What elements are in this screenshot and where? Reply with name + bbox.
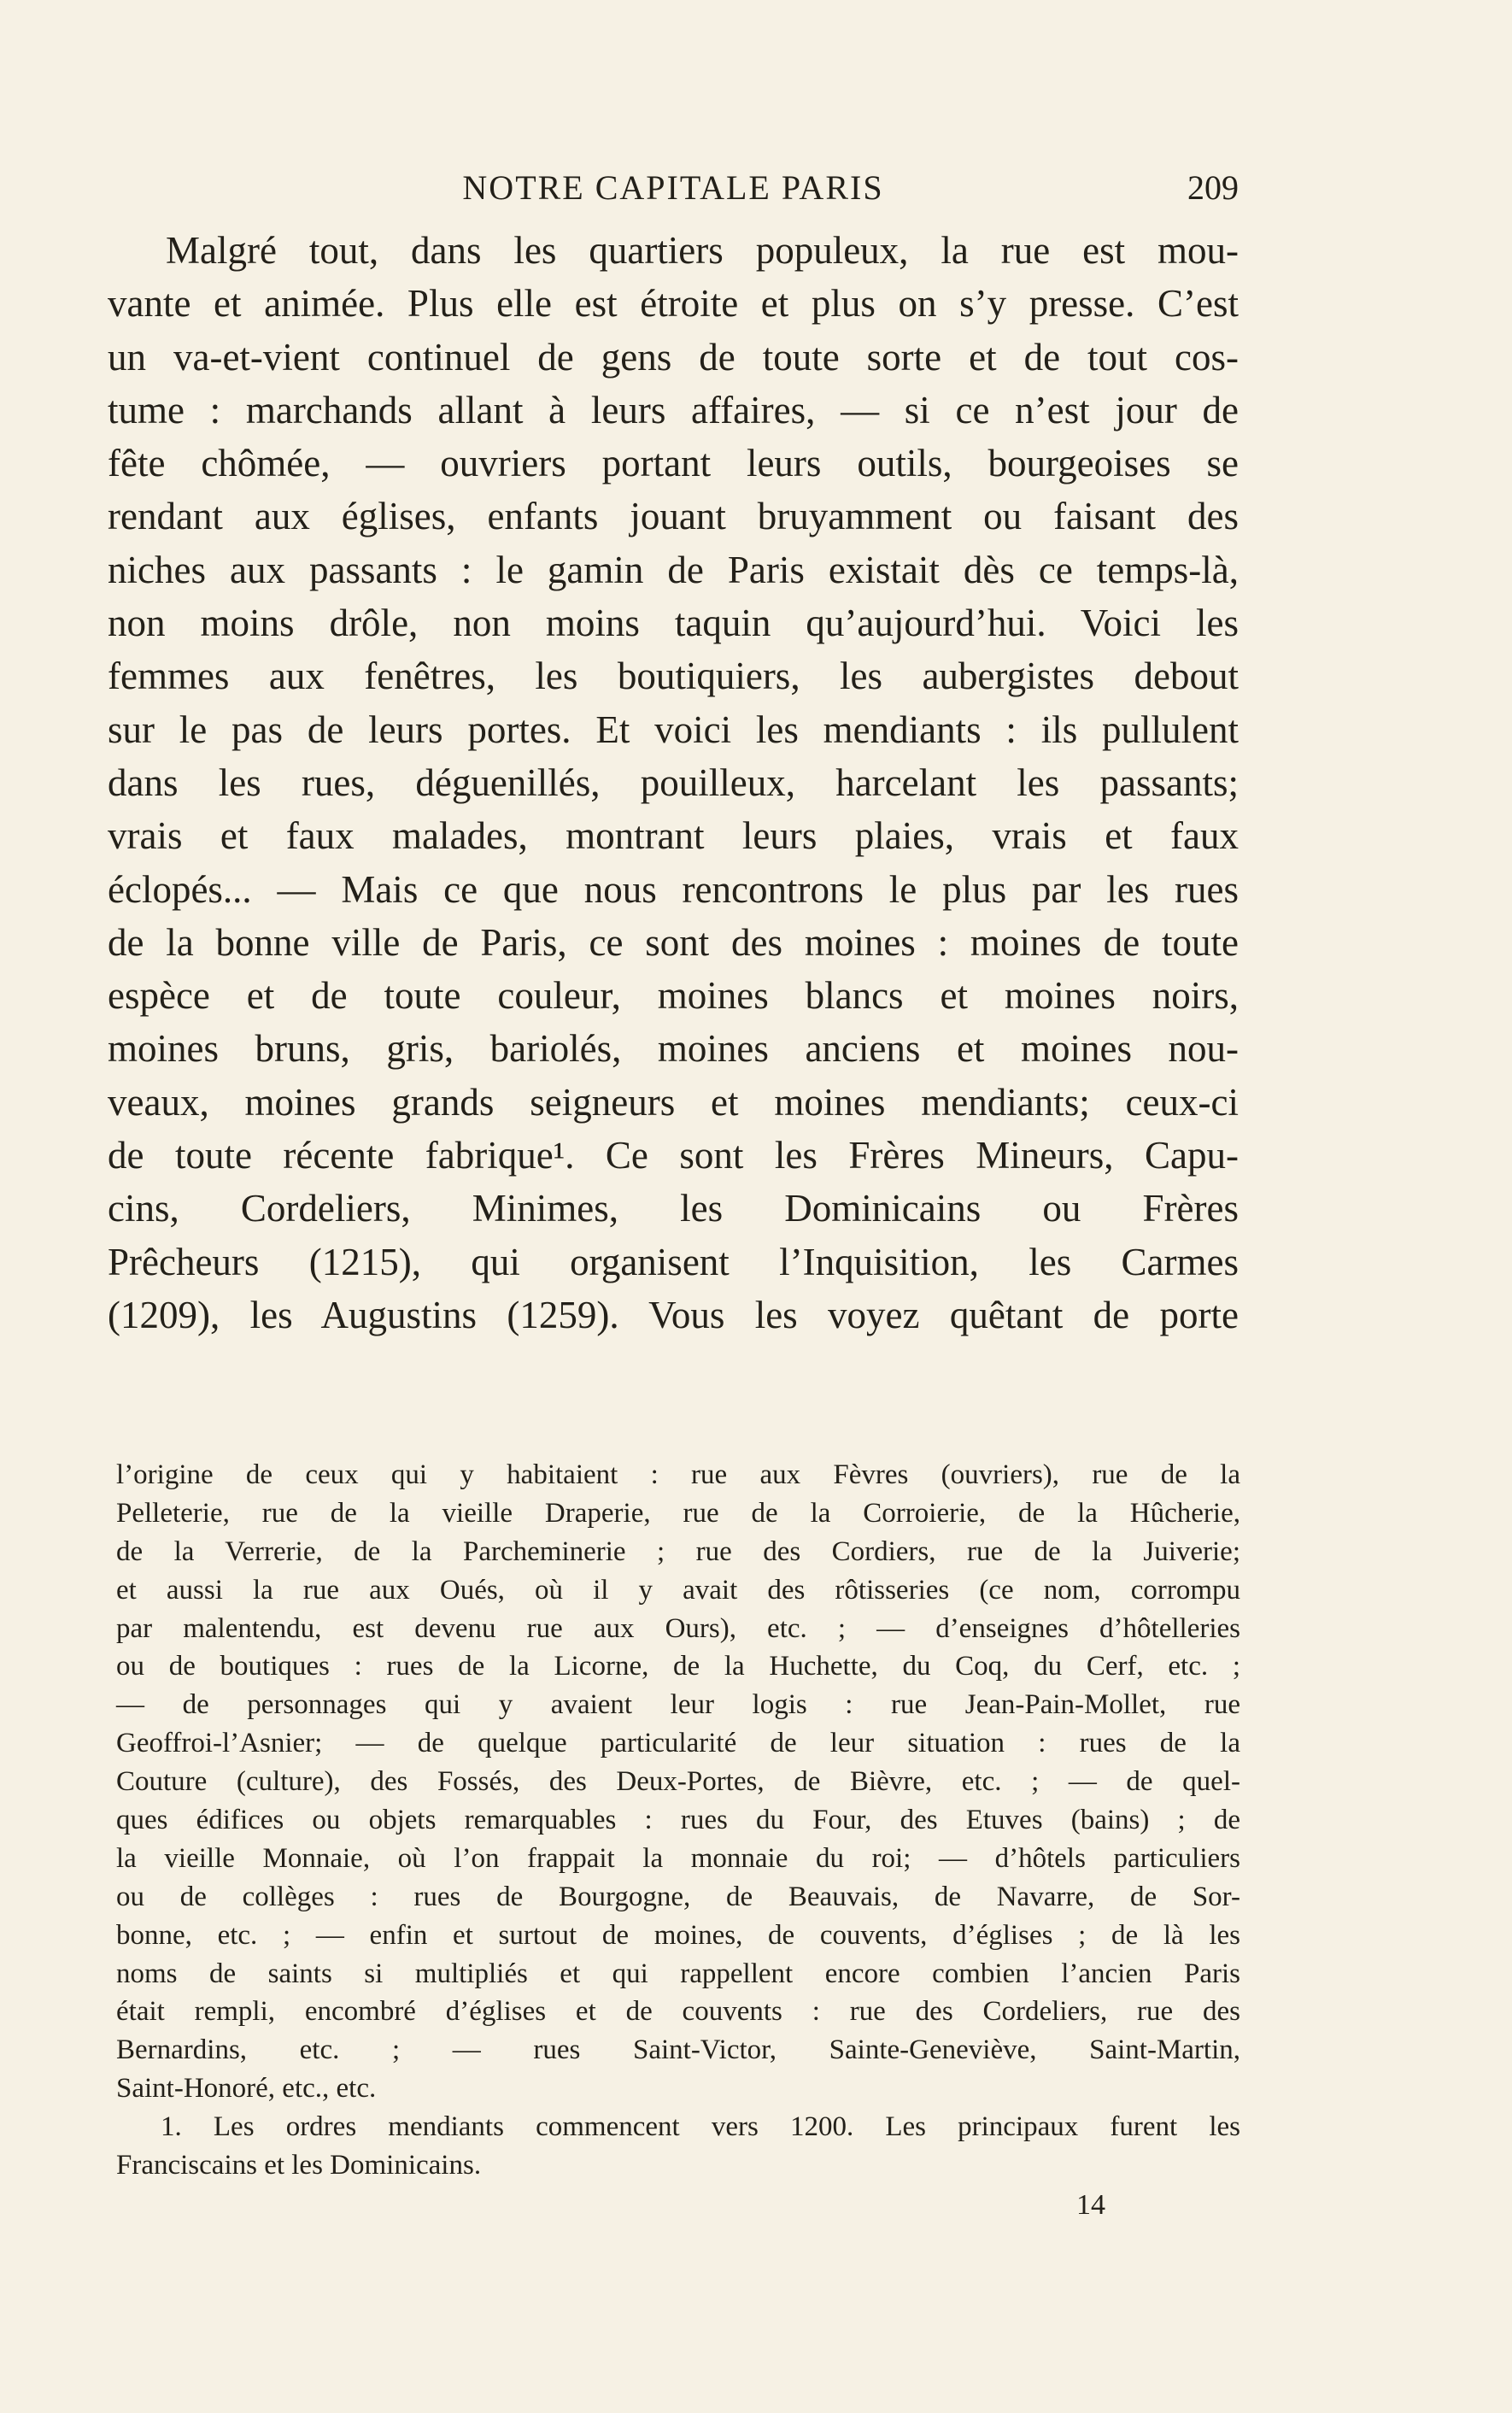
- footnote-1: 1. Les ordres mendiants commencent vers 1200. Les principaux furent les: [161, 2111, 1240, 2143]
- text-line: non moins drôle, non moins taquin qu’aujourd’hui. Voici les: [108, 602, 1239, 645]
- page-number: 209: [1187, 168, 1239, 207]
- text-line: de toute récente fabrique¹. Ce sont les Frères Mineurs, Capu-: [108, 1134, 1239, 1177]
- footnote-line: Franciscains et les Dominicains.: [116, 2150, 482, 2181]
- text-line: un va-et-vient continuel de gens de toute sorte et de tout cos-: [108, 335, 1239, 379]
- footnote-line: l’origine de ceux qui y habitaient : rue aux Fèvres (ouvriers), rue de la: [116, 1459, 1240, 1490]
- footnote-line: — de personnages qui y avaient leur logis : rue Jean-Pain-Mollet, rue: [116, 1689, 1240, 1721]
- text-line: (1209), les Augustins (1259). Vous les voyez quêtant de porte: [108, 1293, 1239, 1336]
- footnote-line: par malentendu, est devenu rue aux Ours), etc. ; — d’enseignes d’hôtelleries: [116, 1612, 1240, 1644]
- text-line: veaux, moines grands seigneurs et moines mendiants; ceux-ci: [108, 1080, 1239, 1124]
- footnote-line: était rempli, encombré d’églises et de couvents : rue des Cordeliers, rue des: [116, 1996, 1240, 2028]
- footnote-line: de la Verrerie, de la Parcheminerie ; rue des Cordiers, rue de la Juiverie;: [116, 1535, 1240, 1567]
- footnote-line: Bernardins, etc. ; — rues Saint-Victor, Sainte-Geneviève, Saint-Martin,: [116, 2034, 1240, 2066]
- footnote-line: noms de saints si multipliés et qui rappellent encore combien l’ancien Paris: [116, 1958, 1240, 1989]
- text-line: moines bruns, gris, bariolés, moines anciens et moines nou-: [108, 1027, 1239, 1071]
- footnote-line: bonne, etc. ; — enfin et surtout de moines, de couvents, d’églises ; de là les: [116, 1919, 1240, 1951]
- text-line: rendant aux églises, enfants jouant bruyamment ou faisant des: [108, 495, 1239, 538]
- footnote-line: ques édifices ou objets remarquables : rues du Four, des Etuves (bains) ; de: [116, 1805, 1240, 1836]
- footnote-line: ou de boutiques : rues de la Licorne, de la Huchette, du Coq, du Cerf, etc. ;: [116, 1651, 1240, 1682]
- text-line: sur le pas de leurs portes. Et voici les mendiants : ils pullulent: [108, 707, 1239, 751]
- text-line: femmes aux fenêtres, les boutiquiers, les aubergistes debout: [108, 655, 1239, 698]
- signature-mark: 14: [1076, 2189, 1105, 2221]
- footnote-line: Saint-Honoré, etc., etc.: [116, 2073, 377, 2105]
- text-line: niches aux passants : le gamin de Paris existait dès ce temps-là,: [108, 548, 1239, 591]
- footnote-line: et aussi la rue aux Oués, où il y avait des rôtisseries (ce nom, corrompu: [116, 1574, 1240, 1606]
- main-text: [108, 224, 1239, 1342]
- running-title: NOTRE CAPITALE PARIS: [462, 168, 884, 207]
- text-line: tume : marchands allant à leurs affaires, — si ce n’est jour de: [108, 388, 1239, 432]
- footnote-line: Geoffroi-l’Asnier; — de quelque particularité de leur situation : rues de la: [116, 1728, 1240, 1759]
- text-line: fête chômée, — ouvriers portant leurs outils, bourgeoises se: [108, 442, 1239, 485]
- text-line: espèce et de toute couleur, moines blancs et moines noirs,: [108, 974, 1239, 1018]
- text-line: de la bonne ville de Paris, ce sont des moines : moines de toute: [108, 920, 1239, 964]
- text-line: cins, Cordeliers, Minimes, les Dominicains ou Frères: [108, 1187, 1239, 1230]
- text-line: vrais et faux malades, montrant leurs plaies, vrais et faux: [108, 814, 1239, 858]
- text-line: éclopés... — Mais ce que nous rencontrons le plus par les rues: [108, 867, 1239, 911]
- text-line: Prêcheurs (1215), qui organisent l’Inquisition, les Carmes: [108, 1240, 1239, 1283]
- footnotes: [116, 1456, 1240, 2185]
- text-line: Malgré tout, dans les quartiers populeux, la rue est mou-: [166, 229, 1239, 272]
- text-line: vante et animée. Plus elle est étroite et plus on s’y presse. C’est: [108, 282, 1239, 326]
- footnote-line: Pelleterie, rue de la vieille Draperie, rue de la Corroierie, de la Hûcherie,: [116, 1497, 1240, 1529]
- text-line: dans les rues, déguenillés, pouilleux, harcelant les passants;: [108, 760, 1239, 804]
- footnote-line: Couture (culture), des Fossés, des Deux-Portes, de Bièvre, etc. ; — de quel-: [116, 1766, 1240, 1798]
- footnote-line: la vieille Monnaie, où l’on frappait la monnaie du roi; — d’hôtels particuliers: [116, 1842, 1240, 1874]
- footnote-line: ou de collèges : rues de Bourgogne, de Beauvais, de Navarre, de Sor-: [116, 1881, 1240, 1912]
- page-header: [108, 167, 1239, 210]
